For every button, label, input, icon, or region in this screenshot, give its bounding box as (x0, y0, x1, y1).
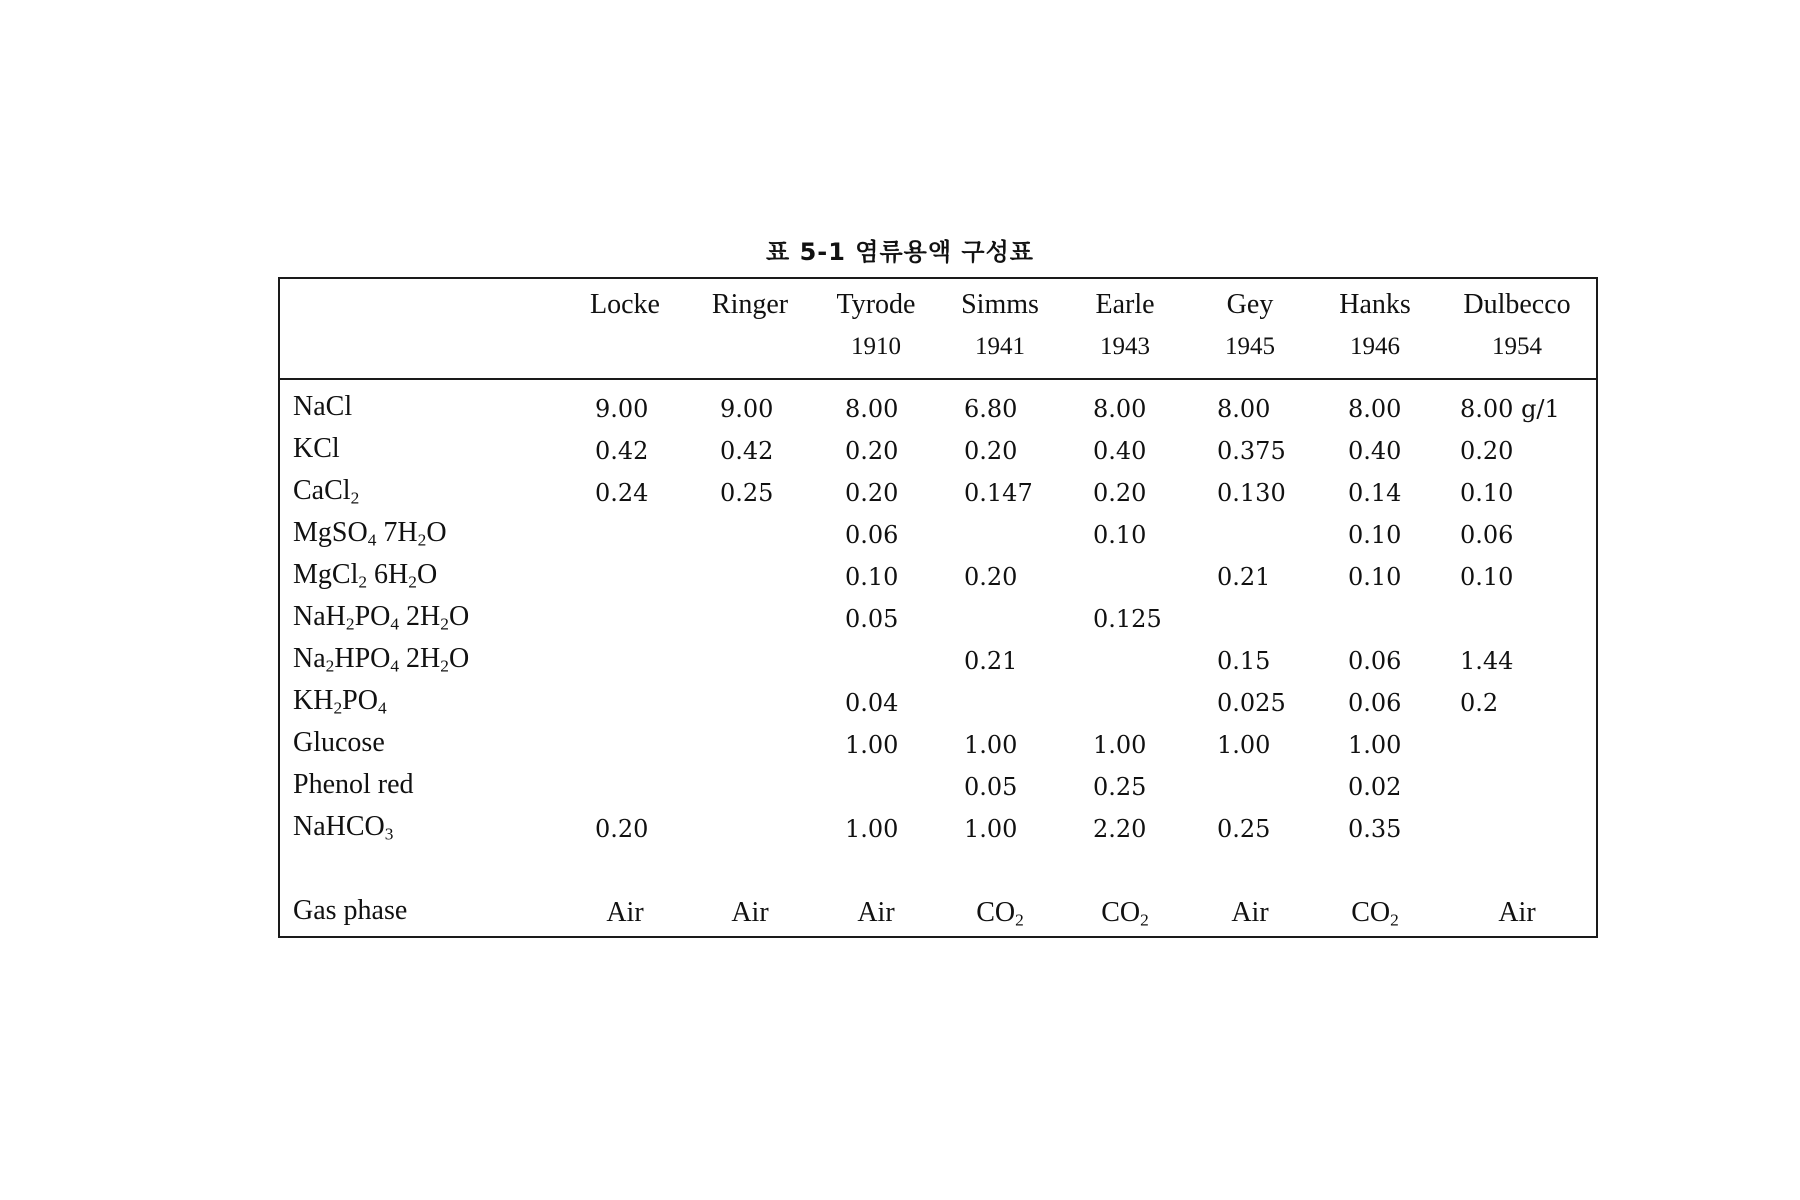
table-cell: 1.00 (1348, 731, 1402, 759)
table-cell: 0.20 (964, 437, 1018, 465)
table-cell: 0.20 (845, 437, 899, 465)
column-header (1442, 289, 1592, 363)
table-cell: 0.25 (1217, 815, 1271, 843)
row-label: MgSO$_4$ $7H_2O$ (293, 517, 447, 550)
column-name: Gey (1226, 289, 1274, 320)
table-cell: 0.10 (1460, 479, 1514, 507)
column-year: 1945 (1225, 333, 1275, 360)
table-cell: 0.15 (1217, 647, 1271, 675)
column-year: 1954 (1492, 333, 1542, 360)
table-cell: 1.00 (845, 731, 899, 759)
table-cell: 0.2 (1460, 689, 1499, 717)
column-name: Ringer (711, 289, 789, 320)
table-cell: 9.00 (720, 395, 774, 423)
table-cell: 0.20 (964, 563, 1018, 591)
gas-cell: Air (857, 897, 895, 928)
table-cell: 8.00 (1217, 395, 1271, 423)
row-label: MgCl$_2$ $6H_2O$ (293, 559, 438, 592)
table-cell: 0.42 (720, 437, 774, 465)
column-name: Simms (961, 289, 1039, 320)
column-name: Dulbecco (1463, 289, 1571, 320)
table-cell: 0.14 (1348, 479, 1402, 507)
column-name: Locke (590, 289, 660, 320)
table-cell: 0.05 (845, 605, 899, 633)
table-cell: 0.375 (1217, 437, 1286, 465)
table-cell: 0.42 (595, 437, 649, 465)
row-label: Phenol red (293, 769, 414, 800)
table-cell: 8.00 g/1 (1460, 395, 1560, 423)
table-cell: 0.40 (1348, 437, 1402, 465)
row-label: NaCl (293, 391, 353, 422)
table-cell: 0.10 (1348, 521, 1402, 549)
table-cell: 0.40 (1093, 437, 1147, 465)
table-cell: 1.00 (964, 815, 1018, 843)
table-cell: 0.02 (1348, 773, 1402, 801)
table-cell: 0.21 (964, 647, 1018, 675)
table-cell: 0.130 (1217, 479, 1286, 507)
table-cell: 8.00 (1093, 395, 1147, 423)
gas-cell: $CO_2$ (976, 897, 1024, 930)
salt-solution-table (278, 277, 1598, 938)
gas-cell: $CO_2$ (1351, 897, 1399, 930)
gas-cell: Air (1498, 897, 1536, 928)
table-cell: 0.25 (720, 479, 774, 507)
gas-cell: Air (606, 897, 644, 928)
row-label: $KH_2PO_4$ (293, 685, 387, 718)
table-cell: 1.44 (1460, 647, 1514, 675)
table-cell: 0.35 (1348, 815, 1402, 843)
gas-cell: $CO_2$ (1101, 897, 1149, 930)
gas-cell: Air (1231, 897, 1269, 928)
table-cell: 6.80 (964, 395, 1018, 423)
column-year: 1910 (851, 333, 901, 360)
table-cell: 0.20 (845, 479, 899, 507)
gas-cell: Air (731, 897, 769, 928)
row-label: KCl (293, 433, 340, 464)
table-cell: 1.00 (1093, 731, 1147, 759)
column-name: Hanks (1339, 289, 1411, 320)
table-cell: 8.00 (1348, 395, 1402, 423)
table-caption: 표 5-1 염류용액 구성표 (766, 238, 1034, 266)
table-cell: 0.10 (1348, 563, 1402, 591)
table-cell: 0.06 (1460, 521, 1514, 549)
table-cell: 8.00 (845, 395, 899, 423)
table-cell: 1.00 (1217, 731, 1271, 759)
table-cell: 0.125 (1093, 605, 1162, 633)
table-cell: 1.00 (964, 731, 1018, 759)
row-label: $Na_2HPO_4$ $2H_2O$ (293, 643, 470, 676)
column-year: 1941 (975, 333, 1025, 360)
row-label: CaCl$_2$ (293, 475, 360, 508)
table-cell: 0.05 (964, 773, 1018, 801)
row-label: Glucose (293, 727, 385, 758)
table-cell: 0.025 (1217, 689, 1286, 717)
table-cell: 2.20 (1093, 815, 1147, 843)
row-label: $NaH_2PO_4$ $2H_2O$ (293, 601, 470, 634)
row-label: Gas phase (293, 895, 408, 926)
table-cell: 0.06 (845, 521, 899, 549)
row-label: NaHCO$_3$ (293, 811, 394, 844)
table-cell: 9.00 (595, 395, 649, 423)
table-cell: 0.20 (1460, 437, 1514, 465)
table-cell: 0.10 (1093, 521, 1147, 549)
table-cell: 0.06 (1348, 689, 1402, 717)
column-name: Earle (1095, 289, 1155, 320)
table-cell: 0.10 (1460, 563, 1514, 591)
column-year: 1943 (1100, 333, 1150, 360)
table-cell: 0.04 (845, 689, 899, 717)
table-cell: 0.25 (1093, 773, 1147, 801)
table-cell: 0.06 (1348, 647, 1402, 675)
table-cell: 1.00 (845, 815, 899, 843)
table-cell: 0.20 (1093, 479, 1147, 507)
column-year: 1946 (1350, 333, 1400, 360)
column-header (1300, 289, 1450, 363)
header-divider (280, 378, 1596, 380)
table-cell: 0.147 (964, 479, 1033, 507)
table-cell: 0.20 (595, 815, 649, 843)
table-cell: 0.10 (845, 563, 899, 591)
column-name: Tyrode (836, 289, 916, 320)
table-cell: 0.24 (595, 479, 649, 507)
table-cell: 0.21 (1217, 563, 1271, 591)
